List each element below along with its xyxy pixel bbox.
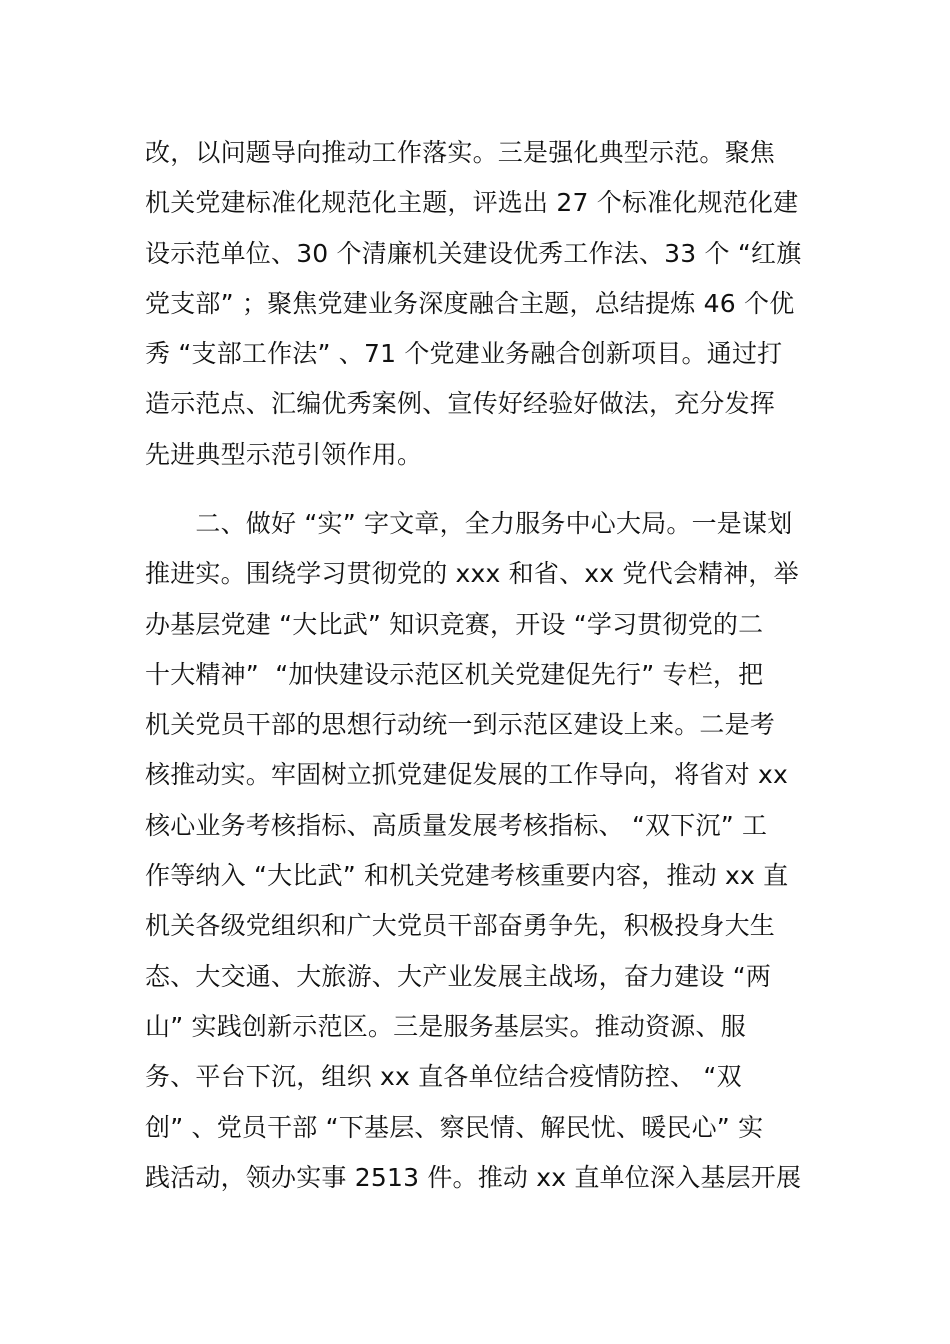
text-line: 二、做好 “实” 字文章，全力服务中心大局。一是谋划 (145, 509, 793, 538)
text-line: 态、大交通、大旅游、大产业发展主战场，奋力建设 “两 (145, 961, 772, 991)
text-line: 创” 、党员干部 “下基层、察民情、解民忧、暖民心” 实 (145, 1112, 764, 1142)
text-line: 机关党建标准化规范化主题，评选出 27 个标准化规范化建 (145, 188, 799, 218)
text-line: 山” 实践创新示范区。三是服务基层实。推动资源、服 (145, 1011, 746, 1041)
text-line: 核心业务考核指标、高质量发展考核指标、 “双下沉” 工 (145, 810, 768, 840)
paragraph-1 (145, 128, 825, 480)
text-line: 办基层党建 “大比武” 知识竞赛，开设 “学习贯彻党的二 (145, 609, 764, 639)
text-line: 机关党员干部的思想行动统一到示范区建设上来。二是考 (145, 710, 776, 740)
text-line: 核推动实。牢固树立抓党建促发展的工作导向，将省对 xx (145, 760, 788, 790)
text-line: 先进典型示范引领作用。 (145, 439, 423, 469)
text-line: 推进实。围绕学习贯彻党的 xxx 和省、xx 党代会精神，举 (145, 559, 799, 589)
text-line: 秀 “支部工作法” 、71 个党建业务融合创新项目。通过打 (145, 339, 783, 369)
text-line: 机关各级党组织和广大党员干部奋勇争先，积极投身大生 (145, 911, 776, 941)
paragraph-2 (145, 499, 825, 1203)
text-line: 党支部” ；聚焦党建业务深度融合主题，总结提炼 46 个优 (145, 288, 795, 318)
text-line: 践活动，领办实事 2513 件。推动 xx 直单位深入基层开展 (145, 1162, 802, 1192)
text-line: 设示范单位、30 个清廉机关建设优秀工作法、33 个 “红旗 (145, 238, 802, 268)
text-line: 造示范点、汇编优秀案例、宣传好经验好做法，充分发挥 (145, 389, 776, 419)
text-line: 改，以问题导向推动工作落实。三是强化典型示范。聚焦 (145, 138, 776, 167)
text-line: 十大精神” “加快建设示范区机关党建促先行” 专栏，把 (145, 659, 764, 689)
text-line: 务、平台下沉，组织 xx 直各单位结合疫情防控、 “双 (145, 1062, 742, 1092)
text-line: 作等纳入 “大比武” 和机关党建考核重要内容，推动 xx 直 (145, 861, 789, 891)
